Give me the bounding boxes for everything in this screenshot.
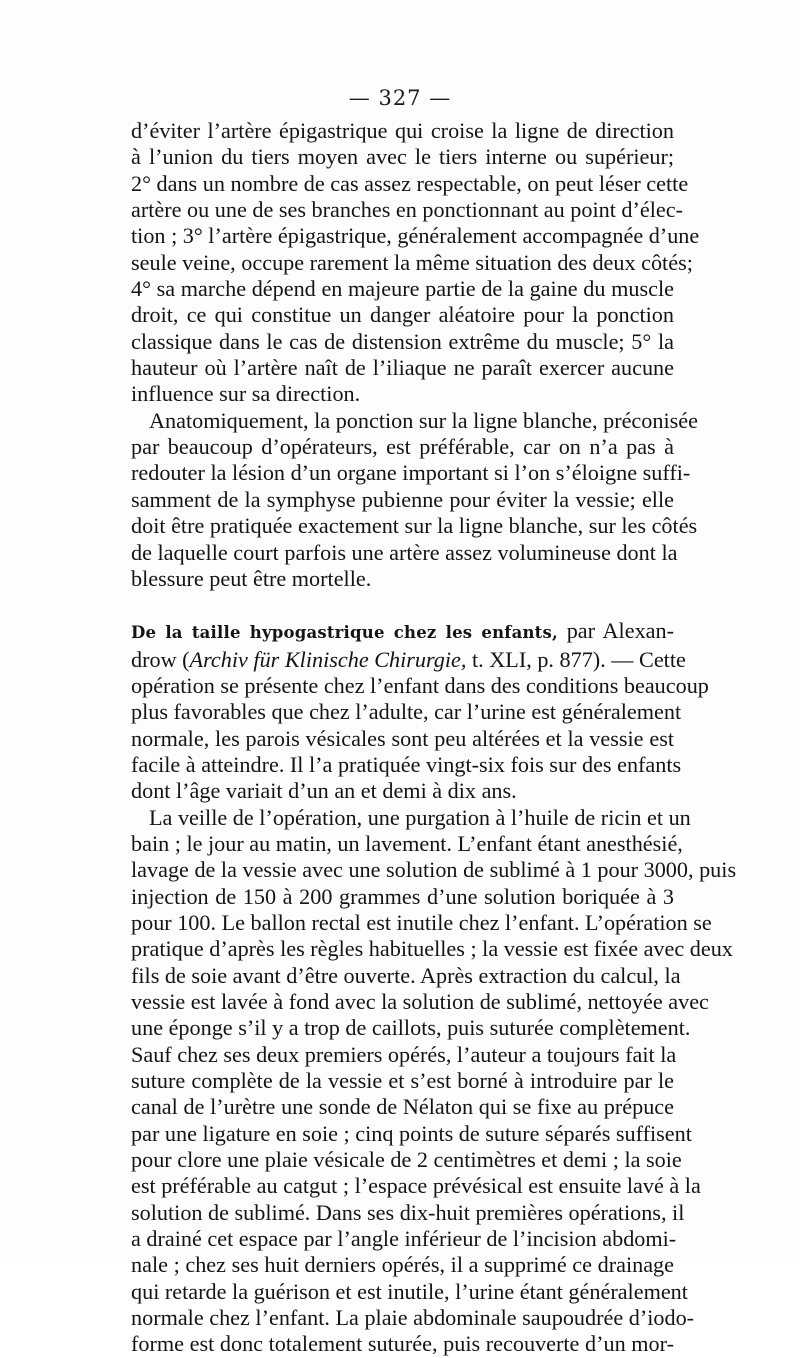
text-line: vessie est lavée à fond avec la solution de sublimé, nettoyée avec [131, 989, 709, 1014]
section-gap [131, 592, 674, 618]
body-text [131, 118, 737, 1358]
citation-prefix: drow ( [131, 646, 190, 672]
author-name: par Alexan- [557, 618, 674, 644]
paragraph-operation-procedure [131, 804, 737, 1358]
citation-suffix: t. XLI, p. 877). — Cette [466, 646, 686, 672]
text-line: est préférable au catgut ; l’espace prévésical est ensuite lavé à la [131, 1173, 701, 1199]
text-line: pratique d’après les règles habituelles ; la vessie est fixée avec deux [131, 936, 733, 962]
text-line: fils de soie avant d’être ouverte. Après extraction du calcul, la [131, 962, 681, 988]
text-line: artère ou une de ses branches en ponctionnant au point d’élec- [131, 197, 684, 223]
text-line: dont l’âge variait d’un an et demi à dix ans. [131, 778, 517, 804]
text-line: tion ; 3° l’artère épigastrique, généralement accompagnée d’une [131, 223, 700, 249]
text-line: canal de l’urètre une sonde de Nélaton qui se fixe au prépuce [131, 1094, 674, 1120]
text-line: Sauf chez ses deux premiers opérés, l’auteur a toujours fait la [131, 1041, 677, 1067]
text-line: qui retarde la guérison et est inutile, l’urine étant généralement [131, 1278, 688, 1304]
text-line: 2° dans un nombre de cas assez respectable, on peut léser cette [131, 170, 689, 196]
text-line: blessure peut être mortelle. [131, 565, 372, 591]
text-line: pour clore une plaie vésicale de 2 centimètres et demi ; la soie [131, 1147, 682, 1173]
text-line: droit, ce qui constitue un danger aléatoire pour la ponction [131, 302, 674, 328]
text-line: plus favorables que chez l’adulte, car l’urine est généralement [131, 699, 682, 725]
text-line: injection de 150 à 200 grammes d’une solution boriquée à 3 [131, 883, 674, 909]
text-line: suture complète de la vessie et s’est borné à introduire par le [131, 1068, 674, 1094]
text-line: normale, les parois vésicales sont peu altérées et la vessie est [131, 725, 674, 751]
text-line: facile à atteindre. Il l’a pratiquée vingt-six fois sur des enfants [131, 751, 682, 777]
text-line: à l’union du tiers moyen avec le tiers interne ou supérieur; [131, 144, 674, 170]
text-line: classique dans le cas de distension extrême du muscle; 5° la [131, 328, 674, 354]
page-number: — 327 — [348, 86, 452, 110]
text-line: seule veine, occupe rarement la même situation des deux côtés; [131, 249, 693, 275]
text-line: a drainé cet espace par l’angle inférieur de l’incision abdomi- [131, 1226, 677, 1252]
text-line [131, 646, 686, 673]
text-line: par une ligature en soie ; cinq points de suture séparés suffisent [131, 1120, 692, 1146]
paragraph-hypogastric-section [131, 618, 709, 804]
text-line: de laquelle court parfois une artère assez volumineuse dont la [131, 539, 678, 565]
text-line: 4° sa marche dépend en majeure partie de la gaine du muscle [131, 276, 674, 302]
text-line: forme est donc totalement suturée, puis recouverte d’un mor- [131, 1331, 674, 1357]
text-line: solution de sublimé. Dans ses dix-huit premières opérations, il [131, 1199, 685, 1225]
text-line: La veille de l’opération, une purgation à l’huile de ricin et un [149, 804, 691, 830]
text-line: redouter la lésion d’un organe important si l’on s’éloigne suffi- [131, 460, 691, 486]
text-line: normale chez l’enfant. La plaie abdominale saupoudrée d’iodo- [131, 1305, 695, 1331]
paragraph-linea-alba [131, 407, 698, 592]
text-line: lavage de la vessie avec une solution de sublimé à 1 pour 3000, puis [131, 857, 737, 883]
text-line: influence sur sa direction. [131, 381, 361, 407]
text-line: doit être pratiquée exactement sur la ligne blanche, sur les côtés [131, 513, 698, 539]
text-line: hauteur où l’artère naît de l’iliaque ne paraît exercer aucune [131, 355, 674, 381]
text-line: par beaucoup d’opérateurs, est préférable, car on n’a pas à [131, 434, 674, 460]
text-line: samment de la symphyse pubienne pour éviter la vessie; elle [131, 486, 674, 512]
text-line: pour 100. Le ballon rectal est inutile chez l’enfant. L’opération se [131, 909, 712, 935]
section-heading: De la taille hypogastrique chez les enfants, [131, 623, 558, 643]
text-line [131, 618, 674, 646]
text-line: Anatomiquement, la ponction sur la ligne blanche, préconisée [149, 407, 698, 433]
paragraph-epigastric-artery [131, 118, 700, 408]
text-line: d’éviter l’artère épigastrique qui croise la ligne de direction [131, 118, 674, 143]
text-line: bain ; le jour au matin, un lavement. L’enfant étant anesthésié, [131, 830, 683, 856]
text-line: une éponge s’il y a trop de caillots, puis suturée complètement. [131, 1015, 691, 1041]
text-line: opération se présente chez l’enfant dans des conditions beaucoup [131, 672, 709, 698]
text-line: nale ; chez ses huit derniers opérés, il a supprimé ce drainage [131, 1252, 674, 1278]
journal-title: Archiv für Klinische Chirurgie, [189, 646, 467, 672]
